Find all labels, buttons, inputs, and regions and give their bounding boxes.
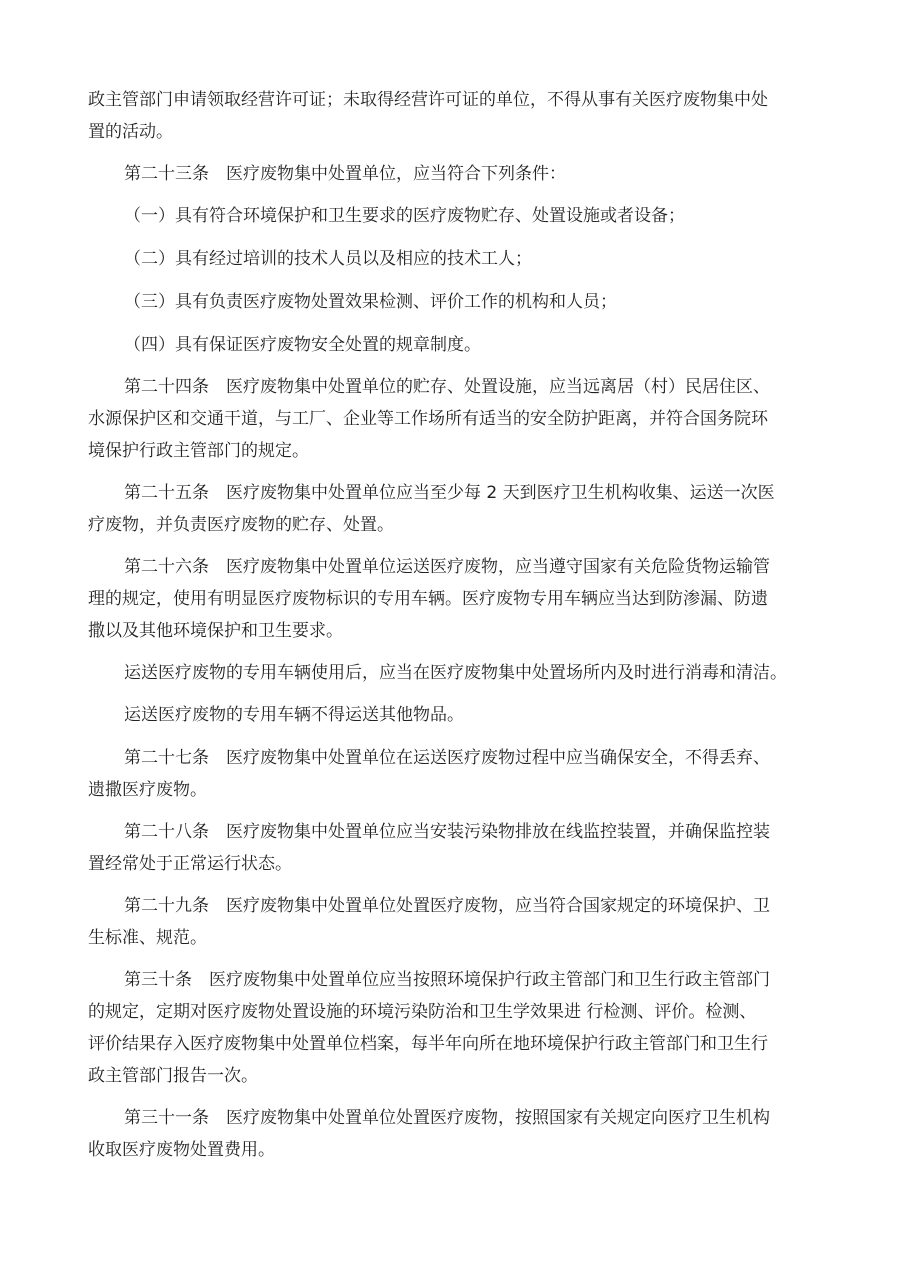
text-line: 的规定，定期对医疗废物处置设施的环境污染防治和卫生学效果进 行检测、评价。检测、 xyxy=(88,1002,757,1022)
article-29: 第二十九条 医疗废物集中处置单位处置医疗废物，应当符合国家规定的环境保护、卫 xyxy=(124,896,770,916)
article-26: 第二十六条 医疗废物集中处置单位运送医疗废物，应当遵守国家有关危险货物运输管 xyxy=(124,557,770,577)
text-line: 政主管部门申请领取经营许可证；未取得经营许可证的单位，不得从事有关医疗废物集中处 xyxy=(88,90,768,110)
text-line: 评价结果存入医疗废物集中处置单位档案，每半年向所在地环境保护行政主管部门和卫生行 xyxy=(88,1034,768,1054)
text-line: 生标准、规范。 xyxy=(88,928,207,948)
paragraph: 运送医疗废物的专用车辆使用后，应当在医疗废物集中处置场所内及时进行消毒和清洁。 xyxy=(124,663,787,683)
article-31: 第三十一条 医疗废物集中处置单位处置医疗废物，按照国家有关规定向医疗卫生机构 xyxy=(124,1108,770,1128)
list-item-2: （二）具有经过培训的技术人员以及相应的技术工人； xyxy=(124,249,532,269)
text-line: 置经常处于正常运行状态。 xyxy=(88,854,292,874)
text-line: 境保护行政主管部门的规定。 xyxy=(88,441,309,461)
list-item-3: （三）具有负责医疗废物处置效果检测、评价工作的机构和人员； xyxy=(124,292,617,312)
text-line: 收取医疗废物处置费用。 xyxy=(88,1140,275,1160)
text-line: 水源保护区和交通干道，与工厂、企业等工作场所有适当的安全防护距离，并符合国务院环 xyxy=(88,409,768,429)
article-heading-23: 第二十三条 医疗废物集中处置单位，应当符合下列条件： xyxy=(124,164,566,184)
text-line: 疗废物，并负责医疗废物的贮存、处置。 xyxy=(88,515,394,535)
text-line: 理的规定，使用有明显医疗废物标识的专用车辆。医疗废物专用车辆应当达到防渗漏、防遗 xyxy=(88,589,768,609)
article-30: 第三十条 医疗废物集中处置单位应当按照环境保护行政主管部门和卫生行政主管部门 xyxy=(124,970,770,990)
text-line: 政主管部门报告一次。 xyxy=(88,1066,258,1086)
list-item-4: （四）具有保证医疗废物安全处置的规章制度。 xyxy=(124,335,481,355)
text-line: 置的活动。 xyxy=(88,122,173,142)
list-item-1: （一）具有符合环境保护和卫生要求的医疗废物贮存、处置设施或者设备； xyxy=(124,206,685,226)
text-line: 撒以及其他环境保护和卫生要求。 xyxy=(88,621,343,641)
article-27: 第二十七条 医疗废物集中处置单位在运送医疗废物过程中应当确保安全，不得丢弃、 xyxy=(124,748,770,768)
article-24: 第二十四条 医疗废物集中处置单位的贮存、处置设施，应当远离居（村）民居住区、 xyxy=(124,377,770,397)
paragraph: 运送医疗废物的专用车辆不得运送其他物品。 xyxy=(124,705,464,725)
text-line: 遗撒医疗废物。 xyxy=(88,780,207,800)
article-25: 第二十五条 医疗废物集中处置单位应当至少每 2 天到医疗卫生机构收集、运送一次医 xyxy=(124,483,775,503)
article-28: 第二十八条 医疗废物集中处置单位应当安装污染物排放在线监控装置，并确保监控装 xyxy=(124,822,770,842)
